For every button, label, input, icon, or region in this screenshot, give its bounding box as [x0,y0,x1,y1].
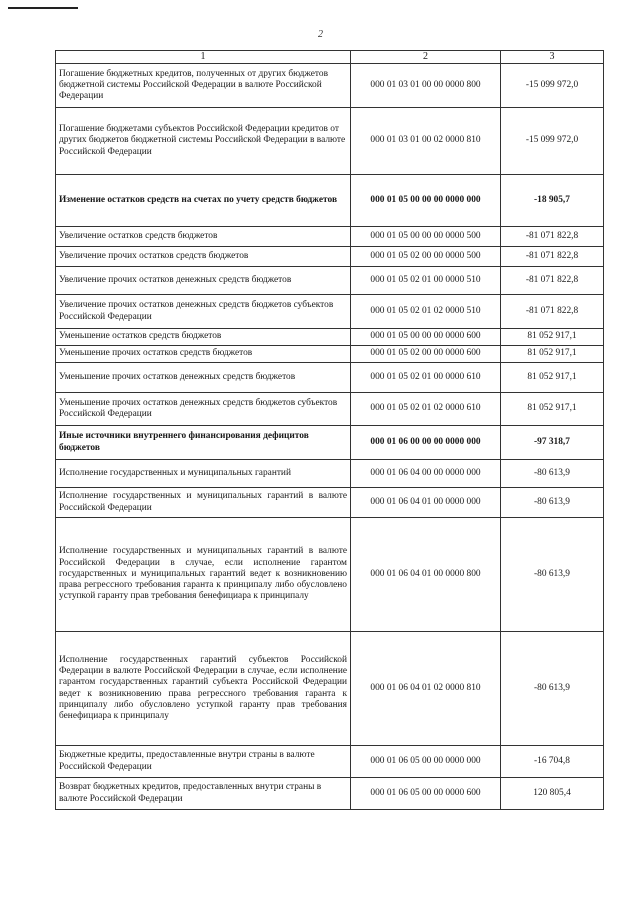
row-name: Погашение бюджетами субъектов Российской Федерации кредитов от других бюджетов бюджетной системы Российской Федерации в валюте Российской Федерации [56,108,351,175]
row-name: Увеличение остатков средств бюджетов [56,227,351,247]
row-amount: 81 052 917,1 [501,346,604,363]
row-amount: -80 613,9 [501,488,604,518]
table-row [56,426,604,460]
table-row [56,746,604,778]
table-row [56,108,604,175]
row-name: Изменение остатков средств на счетах по учету средств бюджетов [56,175,351,227]
row-code: 000 01 05 00 00 00 0000 000 [351,175,501,227]
row-amount: -81 071 822,8 [501,267,604,295]
row-amount: -80 613,9 [501,632,604,746]
column-header-3: 3 [501,51,604,64]
row-amount: -15 099 972,0 [501,108,604,175]
row-amount: 81 052 917,1 [501,329,604,346]
table-row [56,778,604,810]
row-code: 000 01 06 05 00 00 0000 000 [351,746,501,778]
row-amount: -97 318,7 [501,426,604,460]
row-name: Увеличение прочих остатков денежных средств бюджетов [56,267,351,295]
table-row [56,64,604,108]
row-name: Исполнение государственных и муниципальных гарантий [56,460,351,488]
row-code: 000 01 06 04 01 02 0000 810 [351,632,501,746]
table-row [56,227,604,247]
header-row [56,51,604,64]
table-row [56,329,604,346]
table-row [56,346,604,363]
row-code: 000 01 03 01 00 00 0000 800 [351,64,501,108]
row-code: 000 01 05 02 01 02 0000 610 [351,393,501,426]
row-name: Увеличение прочих остатков денежных средств бюджетов субъектов Российской Федерации [56,295,351,329]
row-name: Бюджетные кредиты, предоставленные внутри страны в валюте Российской Федерации [56,746,351,778]
row-code: 000 01 05 02 00 00 0000 500 [351,247,501,267]
table-row [56,632,604,746]
column-header-2: 2 [351,51,501,64]
table-row [56,518,604,632]
table-row [56,363,604,393]
table-row [56,393,604,426]
row-amount: 81 052 917,1 [501,393,604,426]
row-name: Погашение бюджетных кредитов, полученных от других бюджетов бюджетной системы Российской Федерации в валюте Российской Федерации [56,64,351,108]
row-name: Уменьшение прочих остатков денежных средств бюджетов субъектов Российской Федерации [56,393,351,426]
top-rule [8,7,78,9]
row-name: Возврат бюджетных кредитов, предоставленных внутри страны в валюте Российской Федерации [56,778,351,810]
row-code: 000 01 06 00 00 00 0000 000 [351,426,501,460]
row-amount: -81 071 822,8 [501,247,604,267]
row-amount: 120 805,4 [501,778,604,810]
row-code: 000 01 03 01 00 02 0000 810 [351,108,501,175]
table-row [56,488,604,518]
column-header-1: 1 [56,51,351,64]
row-name: Иные источники внутреннего финансирования дефицитов бюджетов [56,426,351,460]
row-amount: 81 052 917,1 [501,363,604,393]
row-code: 000 01 06 04 01 00 0000 000 [351,488,501,518]
row-amount: -15 099 972,0 [501,64,604,108]
row-code: 000 01 05 00 00 00 0000 600 [351,329,501,346]
row-code: 000 01 05 00 00 00 0000 500 [351,227,501,247]
row-name: Исполнение государственных гарантий субъектов Российской Федерации в валюте Российской Федерации в случае, если исполнение гарантом государственных гарантий субъекта Российской Федерации ведет к возникновению права регрессного требования гаранта к принципалу либо обусловлено уступкой гаранту прав требования бенефициара к принципалу [56,632,351,746]
table-row [56,175,604,227]
row-amount: -81 071 822,8 [501,227,604,247]
row-name: Исполнение государственных и муниципальных гарантий в валюте Российской Федерации [56,488,351,518]
row-name: Уменьшение прочих остатков денежных средств бюджетов [56,363,351,393]
row-name: Уменьшение прочих остатков средств бюджетов [56,346,351,363]
row-code: 000 01 05 02 01 00 0000 510 [351,267,501,295]
row-code: 000 01 05 02 00 00 0000 600 [351,346,501,363]
row-code: 000 01 06 05 00 00 0000 600 [351,778,501,810]
row-amount: -18 905,7 [501,175,604,227]
row-name: Исполнение государственных и муниципальных гарантий в валюте Российской Федерации в случае, если исполнение гарантом государственных и муниципальных гарантий ведет к возникновению права регрессного требования гаранта к принципалу либо обусловлено уступкой гаранту прав требования бенефициара к принципалу [56,518,351,632]
row-code: 000 01 05 02 01 02 0000 510 [351,295,501,329]
table-row [56,267,604,295]
row-amount: -81 071 822,8 [501,295,604,329]
row-amount: -16 704,8 [501,746,604,778]
table-row [56,247,604,267]
budget-sources-table [55,50,604,810]
table-row [56,295,604,329]
row-name: Увеличение прочих остатков средств бюджетов [56,247,351,267]
row-amount: -80 613,9 [501,460,604,488]
row-code: 000 01 06 04 00 00 0000 000 [351,460,501,488]
row-amount: -80 613,9 [501,518,604,632]
table-row [56,460,604,488]
page-number: 2 [318,29,323,40]
row-code: 000 01 06 04 01 00 0000 800 [351,518,501,632]
row-name: Уменьшение остатков средств бюджетов [56,329,351,346]
row-code: 000 01 05 02 01 00 0000 610 [351,363,501,393]
